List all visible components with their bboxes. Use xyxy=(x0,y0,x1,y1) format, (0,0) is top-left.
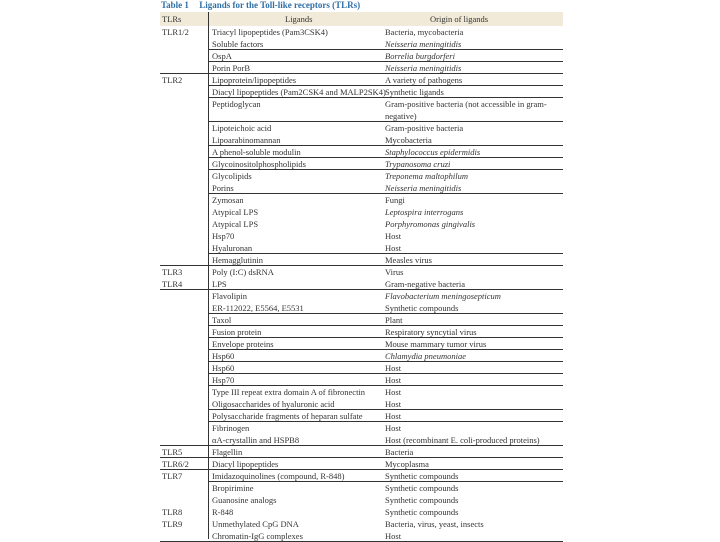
table-row xyxy=(160,218,563,230)
ligand-cell: Diacyl lipopeptides xyxy=(212,459,279,469)
ligand-cell: Hsp60 xyxy=(212,363,235,373)
tlr-cell: TLR9 xyxy=(162,519,183,529)
tlr-cell: TLR7 xyxy=(162,471,183,481)
origin-cell: Synthetic compounds xyxy=(385,471,459,481)
ligand-cell: Glycolipids xyxy=(212,171,252,181)
ligand-cell: Hemagglutinin xyxy=(212,255,263,265)
table-row xyxy=(160,362,563,374)
origin-cell: Mycoplasma xyxy=(385,459,429,469)
origin-cell: Neisseria meningitidis xyxy=(385,63,462,73)
ligand-cell: Lipoprotein/lipopeptides xyxy=(212,75,297,85)
origin-cell: Bacteria, virus, yeast, insects xyxy=(385,519,484,529)
origin-cell: Host xyxy=(385,231,402,241)
ligand-cell: Zymosan xyxy=(212,195,244,205)
origin-cell: Synthetic compounds xyxy=(385,495,459,505)
origin-cell: Synthetic compounds xyxy=(385,507,459,517)
table-row xyxy=(160,326,563,338)
table-row xyxy=(160,446,563,458)
ligand-cell: Porin PorB xyxy=(212,63,251,73)
table-row xyxy=(160,158,563,170)
table-row xyxy=(160,242,563,254)
table-row xyxy=(160,278,563,290)
table-row xyxy=(160,206,563,218)
table-row xyxy=(160,314,563,326)
ligand-cell: Porins xyxy=(212,183,234,193)
tlr-cell: TLR3 xyxy=(162,267,183,277)
origin-cell: Host xyxy=(385,531,402,541)
tlr-cell: TLR6/2 xyxy=(162,459,189,469)
origin-cell: Host xyxy=(385,363,402,373)
ligand-cell: Diacyl lipopeptides (Pam2CSK4 and MALP2SK4) xyxy=(212,87,386,97)
ligand-cell: Type III repeat extra domain A of fibronectin xyxy=(212,387,366,397)
ligand-cell: Triacyl lipopeptides (Pam3CSK4) xyxy=(212,27,328,37)
origin-cell: Treponema maltophilum xyxy=(385,171,469,181)
origin-cell: Gram-positive bacteria xyxy=(385,123,464,133)
table-row xyxy=(160,134,563,146)
origin-cell: Neisseria meningitidis xyxy=(385,39,462,49)
origin-cell: Host (recombinant E. coli-produced proteins) xyxy=(385,435,540,445)
origin-cell: Gram-positive bacteria (not accessible in gram-negative) xyxy=(385,99,547,121)
ligand-cell: Poly (I:C) dsRNA xyxy=(212,267,274,277)
table-body xyxy=(160,26,563,542)
table-row xyxy=(160,398,563,410)
ligand-cell: Atypical LPS xyxy=(212,207,259,217)
ligand-cell: Envelope proteins xyxy=(212,339,274,349)
origin-cell: Plant xyxy=(385,315,403,325)
ligand-cell: OspA xyxy=(212,51,232,61)
table-row xyxy=(160,338,563,350)
origin-cell: Synthetic compounds xyxy=(385,483,459,493)
origin-cell: Host xyxy=(385,399,402,409)
table-row xyxy=(160,302,563,314)
ligand-cell: Oligosaccharides of hyaluronic acid xyxy=(212,399,335,409)
table-row xyxy=(160,194,563,206)
table-label: Table 1 xyxy=(161,0,189,10)
table-row xyxy=(160,26,563,38)
origin-cell: Host xyxy=(385,375,402,385)
origin-cell: Measles virus xyxy=(385,255,432,265)
origin-cell: Host xyxy=(385,411,402,421)
origin-cell: Gram-negative bacteria xyxy=(385,279,465,289)
origin-cell: Respiratory syncytial virus xyxy=(385,327,477,337)
table-row xyxy=(160,386,563,398)
table-row xyxy=(160,50,563,62)
table-row xyxy=(160,62,563,74)
origin-cell: Porphyromonas gingivalis xyxy=(385,219,476,229)
origin-cell: Mouse mammary tumor virus xyxy=(385,339,487,349)
table-row xyxy=(160,266,563,278)
table-row xyxy=(160,422,563,434)
origin-cell: Flavobacterium meningosepticum xyxy=(385,291,501,301)
origin-cell: A variety of pathogens xyxy=(385,75,463,85)
ligand-cell: Fusion protein xyxy=(212,327,262,337)
origin-cell: Host xyxy=(385,423,402,433)
table-row xyxy=(160,122,563,134)
table-row xyxy=(160,530,563,542)
table-row xyxy=(160,254,563,266)
table-row xyxy=(160,170,563,182)
tlr-cell: TLR4 xyxy=(162,279,183,289)
header-ligands: Ligands xyxy=(285,14,313,24)
origin-cell: Chlamydia pneumoniae xyxy=(385,351,466,361)
table-caption: Ligands for the Toll-like receptors (TLRs) xyxy=(199,0,361,10)
table-row xyxy=(160,98,563,122)
ligand-cell: Atypical LPS xyxy=(212,219,259,229)
table-row xyxy=(160,506,563,518)
ligand-cell: Taxol xyxy=(212,315,232,325)
table-row xyxy=(160,86,563,98)
tlr-cell: TLR1/2 xyxy=(162,27,189,37)
origin-cell: Virus xyxy=(385,267,404,277)
table-row xyxy=(160,374,563,386)
ligand-cell: Hsp60 xyxy=(212,351,235,361)
ligand-cell: LPS xyxy=(212,279,227,289)
origin-cell: Synthetic compounds xyxy=(385,303,459,313)
table-row xyxy=(160,494,563,506)
ligand-cell: Hyaluronan xyxy=(212,243,253,253)
ligand-cell: Chromatin-IgG complexes xyxy=(212,531,303,541)
ligand-cell: Fibrinogen xyxy=(212,423,250,433)
table-row xyxy=(160,350,563,362)
origin-cell: Fungi xyxy=(385,195,405,205)
ligand-cell: A phenol-soluble modulin xyxy=(212,147,301,157)
table-row xyxy=(160,290,563,302)
table-row xyxy=(160,74,563,86)
origin-cell: Trypanosoma cruzi xyxy=(385,159,451,169)
tlr-cell: TLR2 xyxy=(162,75,183,85)
ligand-cell: Polysaccharide fragments of heparan sulfate xyxy=(212,411,363,421)
ligand-cell: Bropirimine xyxy=(212,483,254,493)
origin-cell: Synthetic ligands xyxy=(385,87,444,97)
ligand-cell: Soluble factors xyxy=(212,39,264,49)
ligand-cell: Lipoteichoic acid xyxy=(212,123,272,133)
ligand-cell: Glycoinositolphospholipids xyxy=(212,159,306,169)
origin-cell: Borrelia burgdorferi xyxy=(385,51,455,61)
table-title xyxy=(161,0,360,10)
ligand-cell: Peptidoglycan xyxy=(212,99,261,109)
origin-cell: Leptospira interrogans xyxy=(385,207,464,217)
ligand-cell: Flagellin xyxy=(212,447,243,457)
origin-cell: Host xyxy=(385,387,402,397)
tlr-cell: TLR5 xyxy=(162,447,183,457)
origin-cell: Bacteria xyxy=(385,447,414,457)
ligand-cell: Unmethylated CpG DNA xyxy=(212,519,299,529)
table-row xyxy=(160,434,563,446)
table-row xyxy=(160,410,563,422)
ligand-cell: αA-crystallin and HSPB8 xyxy=(212,435,300,445)
table-row xyxy=(160,482,563,494)
table-row xyxy=(160,38,563,50)
ligand-cell: Imidazoquinolines (compound, R-848) xyxy=(212,471,345,481)
table-row xyxy=(160,458,563,470)
origin-cell: Host xyxy=(385,243,402,253)
origin-cell: Staphylococcus epidermidis xyxy=(385,147,481,157)
ligand-cell: ER-112022, E5564, E5531 xyxy=(212,303,304,313)
ligand-cell: Guanosine analogs xyxy=(212,495,277,505)
table-row xyxy=(160,182,563,194)
table-header xyxy=(160,12,563,26)
tlr-cell: TLR8 xyxy=(162,507,183,517)
table-row xyxy=(160,518,563,530)
ligand-cell: Hsp70 xyxy=(212,375,235,385)
header-tlrs: TLRs xyxy=(162,14,182,24)
ligand-cell: Lipoarabinomannan xyxy=(212,135,281,145)
table-row xyxy=(160,470,563,482)
table-row xyxy=(160,230,563,242)
header-origin: Origin of ligands xyxy=(430,14,489,24)
origin-cell: Mycobacteria xyxy=(385,135,432,145)
ligand-cell: Flavolipin xyxy=(212,291,247,301)
origin-cell: Neisseria meningitidis xyxy=(385,183,462,193)
table-row xyxy=(160,146,563,158)
ligand-cell: R-848 xyxy=(212,507,234,517)
ligand-cell: Hsp70 xyxy=(212,231,235,241)
origin-cell: Bacteria, mycobacteria xyxy=(385,27,464,37)
